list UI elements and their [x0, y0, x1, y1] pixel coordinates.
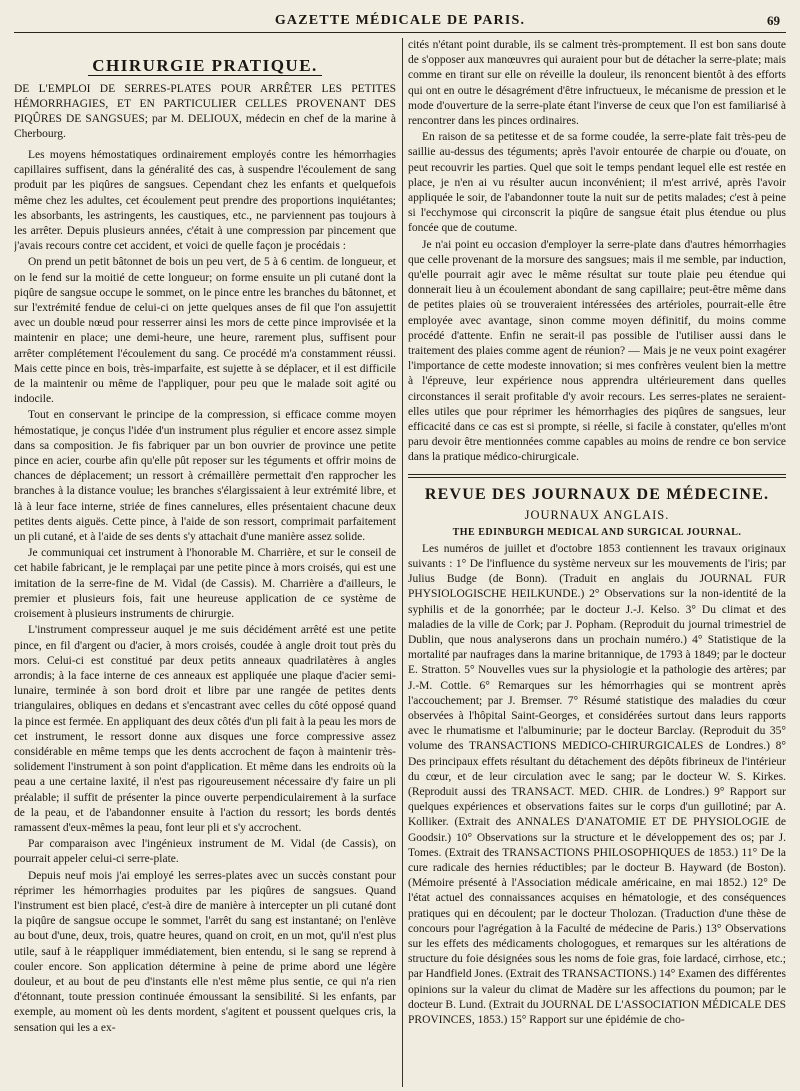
- columns: [14, 38, 786, 1087]
- paragraph: Les moyens hémostatiques ordinairement employés contre les hémorrhagies capillaires suffisent, dans la généralité des cas, à suspendre l'écoulement de sang produit par les piqûres de sangsues. Cependant chez les enfants et quelquefois même chez les adultes, cet écoulement peut prendre des proportions inquiétantes; les absorbants, les astringents, les caustiques, etc., ne parviennent pas toujours à les arrêter. Depuis plusieurs années, c'était à une compression par pincement que j'avais recours contre cet accident, et voici de quelle façon je procédais :: [14, 149, 396, 253]
- paragraph: cités n'étant point durable, ils se calment très-promptement. Il est bon sans doute de s'opposer aux manœuvres qui auraient pour but de détacher la serre-plate; mais comme en tirant sur elle on réveille la douleur, ils renoncent bientôt à des efforts qui ont en outre le désagrément d'être infructueux, le mécanisme de pression et le mode d'ouverture de la serre-plate étant l'inverse de ceux que l'on est familiarisé à rencontrer dans les pinces ordinaires.: [408, 39, 786, 128]
- left-column: [14, 38, 396, 1087]
- article-lede: DE L'EMPLOI DE SERRES-PLATES POUR ARRÊTER LES PETITES HÉMORRHAGIES, ET EN PARTICULIER CELLES PROVENANT DES PIQÛRES DE SANGSUES; par M. DELIOUX, médecin en chef de la marine à Cherbourg.: [14, 83, 396, 140]
- section-divider: [408, 474, 786, 478]
- section-title: CHIRURGIE PRATIQUE.: [14, 56, 396, 76]
- paragraph: En raison de sa petitesse et de sa forme coudée, la serre-plate fait très-peu de saillie au-dessus des téguments; après l'avoir entourée de charpie ou d'ouate, on peut recouvrir les parties. Quel que soit le temps pendant lequel elle est restée en place, je n'en ai vu résulter aucun inconvénient; il m'est arrivé, après l'avoir appliquée le soir, de l'abandonner toute la nuit sur de petits malades; c'est à peine si l'ecchymose qui circonscrit la piqûre de sangsue était plus étendue ou plus foncée que de coutume.: [408, 131, 786, 235]
- paragraph: Depuis neuf mois j'ai employé les serres-plates avec un succès constant pour réprimer les hémorrhagies produites par les piqûres de sangsues. Quand l'instrument est bien placé, c'est-à dire de manière à intercepter un pli cutané dont la piqûre de sangsue occupe le sommet, l'arrêt du sang est instantané; on l'enlève au bout d'une, deux, trois, quatre heures, quand on croit, en un mot, qu'il n'est plus utile, sauf à le réappliquer immédiatement, bien entendu, si le sang se reprend à couler encore. Son application détermine à peine de prime abord une légère douleur, et au bout de peu d'instants elle n'est même plus sentie, ce qui n'a rien d'étonnant, toute pression continuée émoussant la sensibilité. Si les enfants, par exemple, au moment où les dents mordent, s'agitent et poussent quelques cris, la sensation qui les a ex-: [14, 869, 396, 1034]
- running-header: [14, 10, 786, 33]
- column-rule: [402, 38, 403, 1087]
- paragraph: Je communiquai cet instrument à l'honorable M. Charrière, et sur le conseil de cet habile fabricant, je le remplaçai par une petite pince à mors croisés, qui est une imitation de la serre-fine de M. Vidal (de Cassis). M. Charrière a d'ailleurs, le premier et plusieurs fois, fait une heureuse application de ce système de croisement à plusieurs instruments de chirurgie.: [14, 547, 396, 621]
- revue-subtitle: JOURNAUX ANGLAIS.: [524, 507, 670, 522]
- right-body: [408, 38, 786, 466]
- journal-name: GAZETTE MÉDICALE DE PARIS.: [274, 13, 526, 28]
- left-body: [14, 148, 396, 1036]
- right-column: [408, 38, 786, 1087]
- paragraph: L'instrument compresseur auquel je me suis décidément arrêté est une petite pince, en fil d'argent ou d'acier, à mors croisés, coudée à angle droit tout près du mors. Celui-ci est constitué par deux petits anneaux quadrilatères à angles arrondis; à la face interne de ces anneaux est appliquée une plaque d'acier semi-lunaire, terminée à son bord droit et libre par une rangée de petites dents triangulaires, obliques en dedans et s'encastrant avec celles du côté opposé quand la pince est fermée. En appliquant des deux côtés d'un pli fait à la peau les mors de cet instrument, le ressort donne aux disques une force compressive assez considérable en même temps que les dents accrochent de façon à maintenir très-solidement l'instrument à son point d'application. Et même dans les endroits où la peau a une certaine laxité, il n'est pas rigoureusement nécessaire d'y faire un pli préalable; il suffit de présenter la pince ouverte perpendiculairement à la surface de la peau, et de l'abandonner ensuite à l'action du ressort; les bords dentés ramassent d'eux-mêmes la peau, font leur pli et s'y accrochent.: [14, 624, 396, 834]
- revue-body: [408, 542, 786, 1029]
- page-number: 69: [767, 13, 780, 28]
- paragraph: Je n'ai point eu occasion d'employer la serre-plate dans d'autres hémorrhagies que celle provenant de la morsure des sangsues; mais il me semble, par induction, qu'elle pourrait agir avec le même résultat sur toute plaie peu étendue qui donnerait lieu à un écoulement abondant de sang capillaire; peut-être même dans de petites plaies où se trouveraient intéressées des artérioles, pourrait-elle être employée avec avantage, sinon comme moyen définitif, du moins comme procédé d'attente. Enfin ne serait-il pas possible de l'utiliser aussi dans le traitement des plaies comme agent de réunion? — Mais je ne veux point exagérer l'importance de cette modeste innovation; si mes confrères veulent bien la mettre à l'épreuve, leur expérience nous apprendra ultérieurement dans quelles circonstances il serait profitable d'y avoir recours. Les serres-plates ne seraient-elles utiles que pour réprimer les hémorrhagies des piqûres de sangsues, leur efficacité dans ce cas est si prompte, si réelle, si facile à constater, qu'elles m'ont paru devoir être mentionnées comme capables au moins de rendre ce bon service dans la pratique médico-chirurgicale.: [408, 238, 786, 464]
- paragraph: Les numéros de juillet et d'octobre 1853 contiennent les travaux originaux suivants : 1° De l'influence du système nerveux sur les mouvements de l'iris; par Julius Budge (de Bonn). (Traduit en anglais du JOURNAL FUR PHYSIOLOGISCHE HEILKUNDE.) 2° Observations sur la non-identité de la syphilis et de la gonorrhée; par le docteur J.-J. Kelso. 3° Du climat et des maladies de la ville de Cork; par J. Popham. (Reproduit du journal trimestriel de Dublin, que nous analyserons dans un prochain numéro.) 4° Statistique de la mortalité par naufrages dans la marine britannique, de 1793 à 1849; par le docteur E. Stratton. 5° Nouvelles vues sur la physiologie et la pathologie des artères; par J.-M. Cottle. 6° Remarques sur les hémorrhagies qui se montrent après l'accouchement; par J. Bremser. 7° Résumé statistique des maladies du cœur observées à l'hôpital Saint-Georges, et considérées surtout dans leurs rapports avec le rhumatisme et l'albuminurie; par le docteur Barclay. (Reproduit du 35° volume des TRANSACTIONS MEDICO-CHIRURGICALES de Londres.) 8° Des principaux effets résultant du détachement des dépôts fibrineux de l'intérieur du cœur, et de leur circulation avec le sang; par le docteur W. S. Kirkes. (Reproduit aussi des TRANSACT. MED. CHIR. de Londres.) 9° Rapport sur quelques expériences et observations faites sur le corps d'un guillotiné; par A. Kolliker. (Extrait des ANNALES D'ANATOMIE ET DE PHYSIOLOGIE de Goodsir.) 10° Observations sur la structure et le développement des os; par J. Tomes. (Extrait des TRANSACTIONS PHILOSOPHIQUES de 1853.) 11° De la cure radicale des hernies réductibles; par le docteur B. Hayward (de Boston). (Mémoire présenté à l'Association médicale américaine, en mai 1852.) 12° De l'état actuel des connaissances acquises en hématologie, et des conséquences pratiques qui en découlent; par le docteur Tholozan. (Traduction d'une thèse de concours pour l'agrégation à la Faculté de médecine de Paris.) 13° Observations sur les effets des médicaments chologogues, et remarques sur les altérations de structure du foie désignées sous les noms de foie gras, foie lardacé, cirrhose, etc.; par Handfield Jones. (Extrait des TRANSACTIONS.) 14° Examen des différentes opinions sur la valeur du climat de Madère sur les affections du poumon; par le docteur B. Lund. (Extrait du JOURNAL DE L'ASSOCIATION MÉDICALE DES PROVINCES, 1853.) 15° Rapport sur une épidémie de cho-: [408, 542, 786, 1026]
- paragraph: On prend un petit bâtonnet de bois un peu vert, de 5 à 6 centim. de longueur, et on le fend sur la moitié de cette longueur; on forme ensuite un pli cutané dont la piqûre de sangsue occupe le sommet, on le pince entre les branches du bâtonnet, et sur l'extrémité fendue de celui-ci on jette quelques anses de fil que l'on assujettit avec un double nœud pour resserrer ainsi les mors de cette pince improvisée et la maintenir en place; une demi-heure, une heure, rarement plus, suffisent pour arrêter complétement l'écoulement du sang. Ce procédé m'a constamment réussi. Mais cette pince en bois, très-imparfaite, est sujette à se déplacer, et il est difficile de la maintenir ou même de l'appliquer, pour peu que le malade soit agité ou indocile.: [14, 256, 396, 406]
- revue-title: REVUE DES JOURNAUX DE MÉDECINE.: [424, 485, 770, 503]
- paragraph: Par comparaison avec l'ingénieux instrument de M. Vidal (de Cassis), on pourrait appeler celui-ci serre-plate.: [14, 838, 396, 866]
- journal-title: THE EDINBURGH MEDICAL AND SURGICAL JOURNAL.: [452, 526, 742, 538]
- paragraph: Tout en conservant le principe de la compression, si efficace comme moyen hémostatique, je conçus l'idée d'un instrument plus régulier et encore assez simple dans sa composition. Je fis fabriquer par un bon ouvrier de province une petite pince en acier, courbe afin qu'elle pût reposer sur les téguments et offrir moins de chances de déplacement; un ressort à crémaillère permettait d'en rapprocher les branches à la distance voulue; les branches s'élargissaient à leur extrémité libre, et là à leur face interne, striée de fines cannelures, elles présentaient chacune deux petites dents aiguës. Cette pince, à l'aide de son ressort, comprimait parfaitement un pli cutané, et à l'aide de ses dents s'y attachait d'une manière assez solide.: [14, 409, 396, 544]
